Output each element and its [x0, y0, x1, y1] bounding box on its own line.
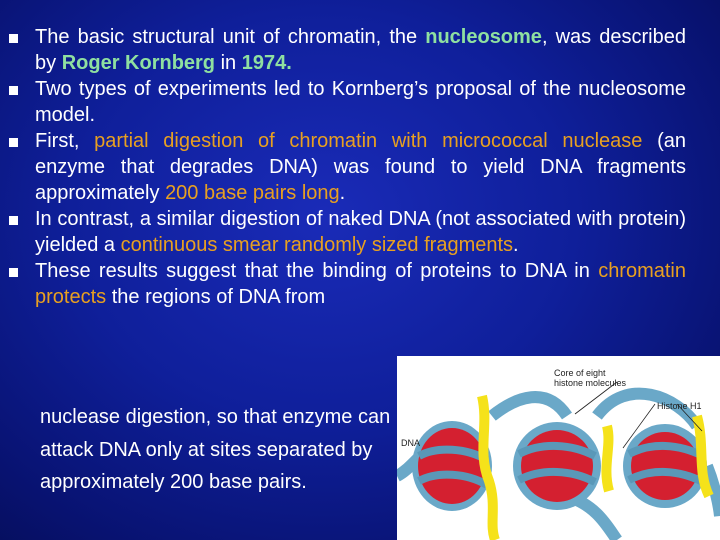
bullet-square-icon — [9, 268, 18, 277]
bullet-item — [6, 206, 686, 258]
bullet-item — [6, 24, 686, 76]
histone-h1 — [606, 426, 609, 491]
continuation-line-1: nuclease digestion, so that enzyme can — [40, 406, 391, 428]
bullet-square-icon — [9, 86, 18, 95]
histone-h1 — [482, 396, 495, 540]
bullet-text: Two types of experiments led to Kornberg’s proposal of the nucleosome model. — [35, 78, 686, 126]
highlighted-text: chromatin protects — [35, 260, 686, 308]
label-core-line1: Core of eight — [554, 368, 606, 378]
highlighted-text: 200 base pairs long — [165, 182, 340, 204]
nucleosome — [513, 422, 601, 510]
label-histone-h1: Histone H1 — [657, 401, 702, 411]
highlighted-text: continuous smear randomly sized fragments — [120, 234, 514, 256]
bullet-text: (an enzyme that degrades DNA) was found to yield DNA fragments approximately — [35, 130, 686, 204]
continuation-line-2: attack DNA only at sites separated by — [40, 439, 373, 461]
highlighted-text: Roger Kornberg — [61, 52, 216, 74]
highlighted-text: nucleosome — [425, 26, 542, 48]
bullet-text: The basic structural unit of chromatin, the — [35, 26, 426, 48]
bullet-text: In contrast, a similar digestion of naked DNA (not associated with protein) yielded a — [35, 208, 686, 256]
bullet-text: . — [513, 234, 519, 256]
bullet-text: the regions of DNA from — [106, 286, 326, 308]
highlighted-text: partial digestion of chromatin with micrococcal nuclease — [94, 130, 643, 152]
bullet-list — [6, 24, 686, 310]
dna-linker — [492, 397, 567, 416]
bullet-item — [6, 128, 686, 206]
bullet-text: . — [339, 182, 346, 204]
bullet-text: , was described by — [35, 26, 686, 74]
label-dna: DNA — [401, 438, 421, 448]
label-core-line2: histone molecules — [554, 378, 627, 388]
bullet-text: in — [215, 52, 242, 74]
bullet-text: First, — [35, 130, 95, 152]
nucleosome — [623, 424, 707, 508]
continuation-line-3: approximately 200 base pairs. — [40, 471, 307, 493]
bullet-item — [6, 76, 686, 128]
bullet-text: These results suggest that the binding of proteins to DNA in — [35, 260, 599, 282]
bullet-item — [6, 258, 686, 310]
bullet-square-icon — [9, 34, 18, 43]
bullet-square-icon — [9, 216, 18, 225]
nucleosome-figure — [397, 356, 720, 540]
highlighted-text: 1974. — [241, 52, 292, 74]
bullet-square-icon — [9, 138, 18, 147]
